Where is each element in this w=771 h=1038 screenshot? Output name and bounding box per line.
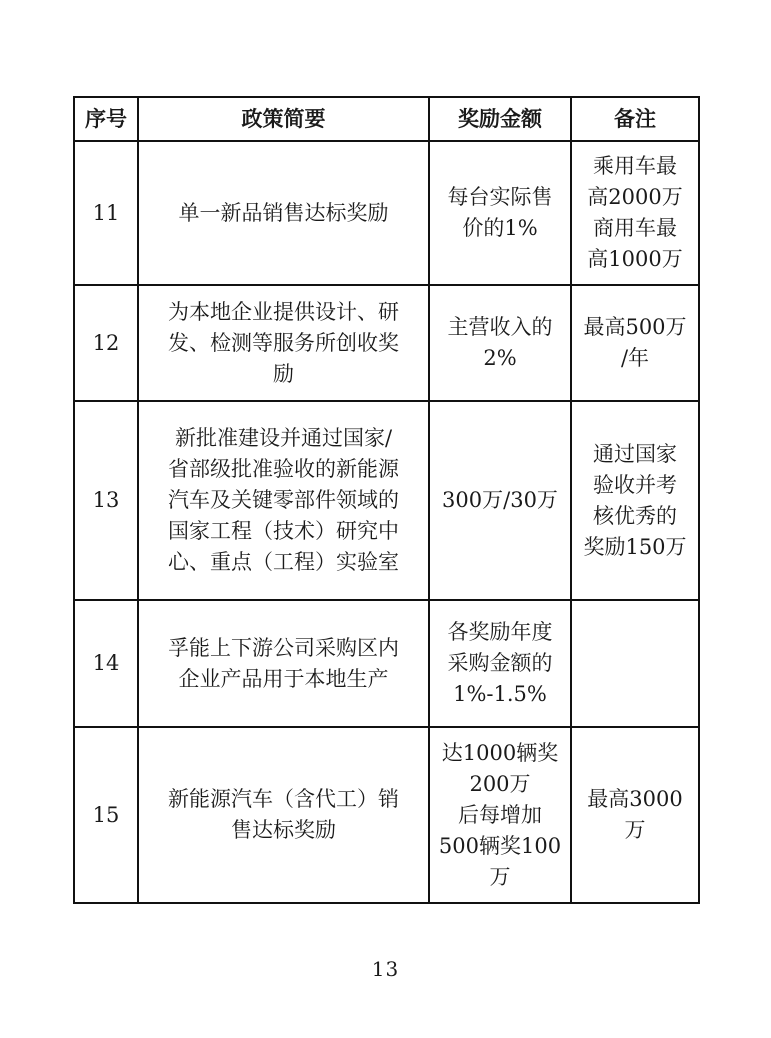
row-note: 最高500万 /年	[571, 285, 699, 401]
row-policy: 新能源汽车（含代工）销 售达标奖励	[138, 727, 429, 903]
row-note: 通过国家 验收并考 核优秀的 奖励150万	[571, 401, 699, 600]
table-row	[74, 285, 699, 401]
row-amount: 主营收入的 2%	[429, 285, 571, 401]
row-seq: 14	[74, 600, 138, 727]
row-amount: 各奖励年度 采购金额的 1%-1.5%	[429, 600, 571, 727]
row-policy: 为本地企业提供设计、研 发、检测等服务所创收奖 励	[138, 285, 429, 401]
row-policy: 单一新品销售达标奖励	[138, 141, 429, 285]
table-header-row	[74, 97, 699, 141]
row-amount: 300万/30万	[429, 401, 571, 600]
row-seq: 13	[74, 401, 138, 600]
row-amount: 每台实际售 价的1%	[429, 141, 571, 285]
table-row	[74, 141, 699, 285]
policy-table	[73, 96, 700, 904]
table-row	[74, 401, 699, 600]
row-seq: 15	[74, 727, 138, 903]
row-note: 乘用车最 高2000万 商用车最 高1000万	[571, 141, 699, 285]
row-amount: 达1000辆奖 200万 后每增加 500辆奖100 万	[429, 727, 571, 903]
row-policy: 孚能上下游公司采购区内 企业产品用于本地生产	[138, 600, 429, 727]
row-note: 最高3000 万	[571, 727, 699, 903]
table-row	[74, 727, 699, 903]
header-amount: 奖励金额	[429, 97, 571, 141]
page-number: 13	[371, 957, 400, 981]
row-seq: 11	[74, 141, 138, 285]
header-seq: 序号	[74, 97, 138, 141]
row-policy: 新批准建设并通过国家/ 省部级批准验收的新能源 汽车及关键零部件领域的 国家工程（技术）研究中 心、重点（工程）实验室	[138, 401, 429, 600]
row-seq: 12	[74, 285, 138, 401]
header-note: 备注	[571, 97, 699, 141]
row-note	[571, 600, 699, 727]
table-row	[74, 600, 699, 727]
header-policy: 政策简要	[138, 97, 429, 141]
